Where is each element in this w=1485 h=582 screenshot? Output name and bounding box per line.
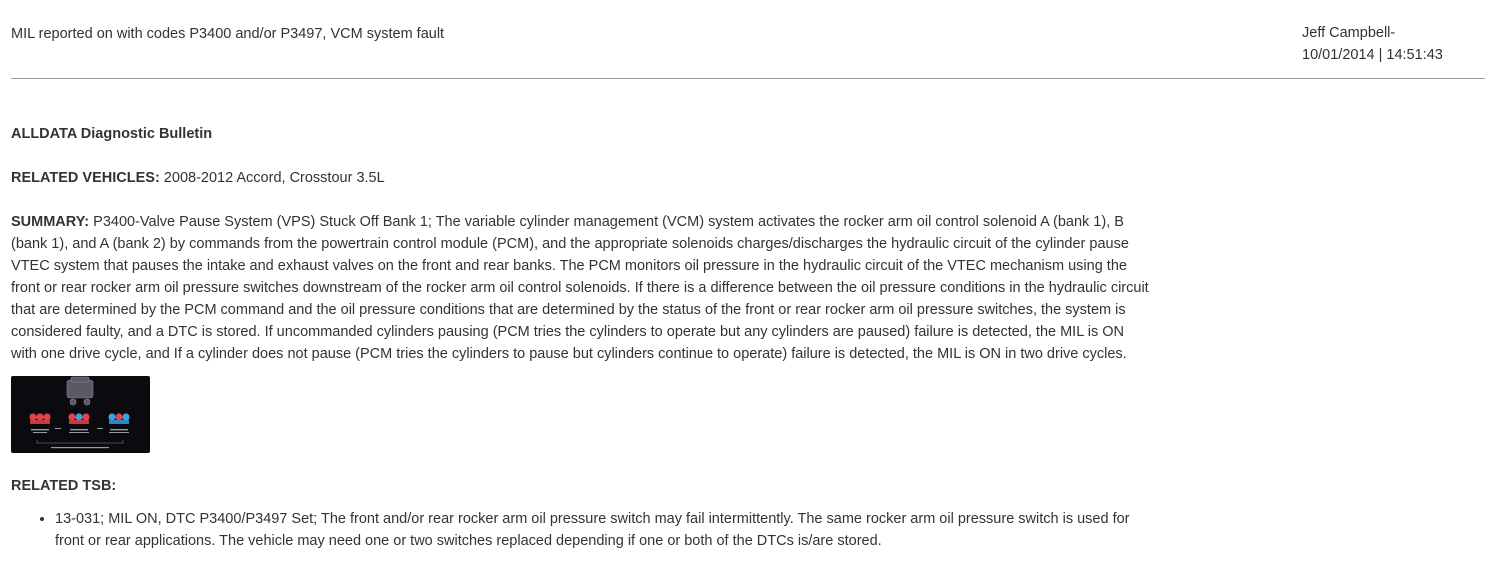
summary-value: P3400-Valve Pause System (VPS) Stuck Off Bank 1; The variable cylinder management (VCM) system activates the rocker arm oil control solenoid A (bank 1), B (bank 1), and A (bank 2) by commands from the powertrain control module (PCM), and the appropriate solenoids charges/discharges the hydraulic circuit of the cylinder pause VTEC system that pauses the intake and exhaust valves on the front and rear banks. The PCM monitors oil pressure in the hydraulic circuit of the VTEC mechanism using the front or rear rocker arm oil pressure switches downstream of the rocker arm oil control solenoids. If there is a difference between the oil pressure conditions in the hydraulic circuit that are determined by the PCM command and the oil pressure conditions that are determined by the status of the front or rear rocker arm oil pressure switches, the system is considered faulty, and a DTC is stored. If uncommanded cylinders pausing (PCM tries the cylinders to operate but any cylinders are paused) failure is detected, the MIL is ON with one drive cycle, and If a cylinder does not pause (PCM tries the cylinders to pause but cylinders continue to operate) failure is detected, the MIL is ON in two drive cycles. bbox=[11, 214, 1149, 362]
bulletin-title: ALLDATA Diagnostic Bulletin bbox=[11, 126, 213, 142]
bulletin-meta bbox=[1302, 22, 1443, 66]
bulletin-content bbox=[11, 123, 1151, 552]
related-vehicles-label: RELATED VEHICLES: bbox=[11, 170, 160, 186]
vcm-cylinder-diagram-icon bbox=[11, 376, 150, 453]
bulletin-header bbox=[11, 22, 1485, 79]
summary-label: SUMMARY: bbox=[11, 214, 90, 230]
related-vehicles-value: 2008-2012 Accord, Crosstour 3.5L bbox=[159, 170, 385, 186]
related-tsb-label: RELATED TSB: bbox=[11, 478, 117, 494]
author-name: Jeff Campbell- bbox=[1302, 25, 1396, 41]
summary bbox=[11, 211, 1151, 365]
tsb-item: • 13-031; MIL ON, DTC P3400/P3497 Set; The front and/or rear rocker arm oil pressure switch may fail intermittently. The same rocker arm oil pressure switch is used for front or rear applications. The vehicle may need one or two switches replaced depending if one or both of the DTCs is/are stored. bbox=[55, 508, 1151, 552]
post-datetime: 10/01/2014 | 14:51:43 bbox=[1302, 47, 1443, 63]
related-vehicles bbox=[11, 167, 1151, 189]
bulletin-subject: MIL reported on with codes P3400 and/or P3497, VCM system fault bbox=[11, 26, 445, 42]
related-tsb-list bbox=[11, 508, 1151, 552]
vcm-diagram-thumbnail[interactable] bbox=[11, 376, 150, 453]
